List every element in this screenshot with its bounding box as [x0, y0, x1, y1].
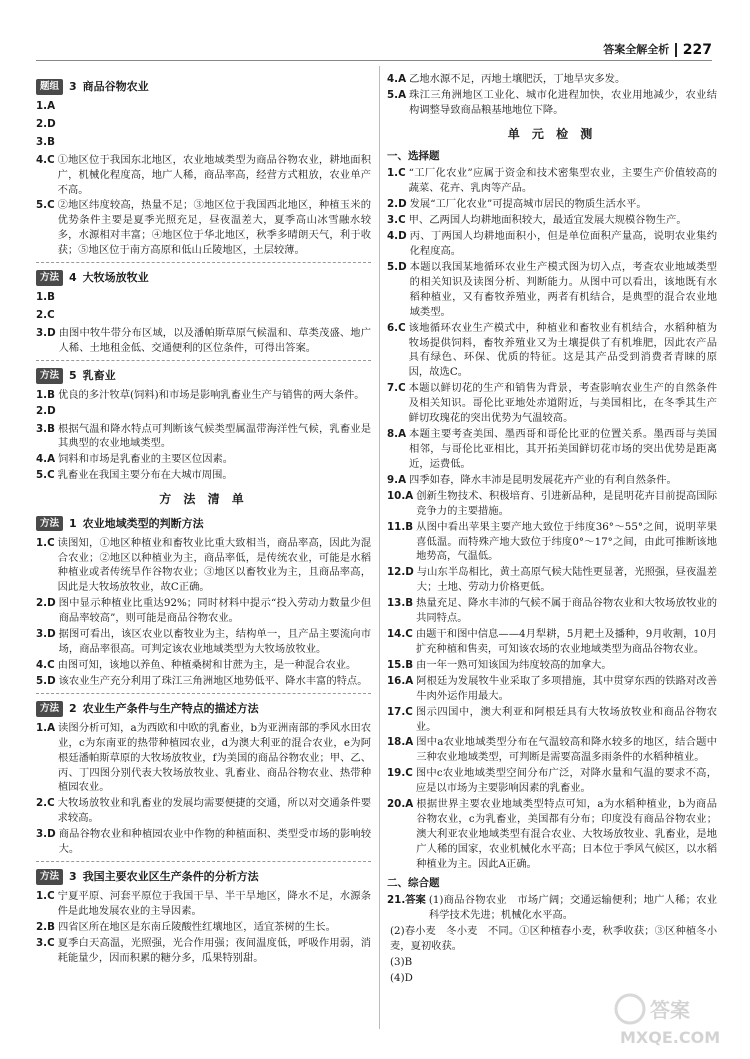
answer-number: 5.A	[387, 88, 407, 101]
answer-item	[387, 971, 717, 986]
answer-text: 图中c农业地域类型空间分布广泛，对降水量和气温的要求不高，应是以市场为主要影响因素的乳畜业。	[415, 767, 717, 795]
section-rule	[36, 693, 371, 694]
answer-item	[387, 658, 717, 673]
answer-text: 饲料和市场是乳畜业的主要区位因素。	[58, 453, 234, 466]
answer-number: 17.C	[387, 705, 413, 718]
right-column	[387, 72, 717, 987]
answer-item	[36, 117, 371, 132]
answer-text: (3)B	[390, 955, 413, 968]
answer-number: 1.C	[36, 889, 55, 902]
answer-number: 13.B	[387, 597, 414, 610]
answer-number: 20.A	[387, 798, 414, 811]
answer-item	[36, 468, 371, 483]
answer-text: 珠江三角洲地区工业化、城市化进程加快，农业用地减少，农业结构调整导致商品粮基地地位下降。	[409, 88, 717, 116]
answer-item	[36, 920, 371, 935]
answer-number: 16.A	[387, 674, 414, 687]
answer-text: 该地循环农业生产模式中，种植业和畜牧业有机结合，水稻种植为牧场提供饲料，畜牧养殖业又为土壤提供了有机堆肥，因此农产品具有绿色、环保、优质的特征。这是其产品受到消费者青睐的原因，故选C。	[408, 321, 717, 379]
answer-text	[58, 99, 371, 114]
answer-item	[387, 705, 717, 735]
answer-text: 创新生物技术、积极培育、引进新品种，是昆明花卉目前提高国际竞争力的主要措施。	[416, 489, 717, 517]
section-title: 我国主要农业区生产条件的分析方法	[82, 870, 259, 884]
answer-text: 夏季白天高温，光照强，光合作用强；夜间温度低，呼吸作用弱，消耗能量少，因而积累的糖分多，瓜果特别甜。	[57, 936, 371, 964]
answer-item	[36, 422, 371, 452]
answer-text: 阿根廷为发展牧牛业采取了多项措施，其中贯穿东西的铁路对改善牛肉外运作用最大。	[416, 674, 717, 702]
answer-text: (1)商品谷物农业 市场广阔；交通运输便利；地广人稀；农业科学技术先进；机械化水平高。	[428, 894, 717, 921]
answer-item	[387, 427, 717, 472]
section-header	[36, 270, 371, 286]
answer-text	[58, 290, 371, 305]
answer-text: 乳畜业在我国主要分布在大城市周围。	[57, 469, 233, 482]
answer-item	[36, 198, 371, 258]
answer-number: 21.答案	[387, 894, 426, 906]
answer-item	[387, 229, 717, 259]
column-divider	[379, 66, 380, 1029]
section-rule	[36, 360, 371, 361]
answer-number: 4.C	[36, 153, 55, 166]
answer-text: 热量充足、降水丰沛的气候不属于商品谷物农业和大牧场放牧业的共同特点。	[416, 597, 717, 625]
left-column	[36, 72, 371, 967]
section-header	[36, 368, 371, 384]
answer-text: ①地区位于我国东北地区，农业地域类型为商品谷物农业，耕地面积广，机械化程度高，地广人稀，商品率高，经营方式粗放，农业单产不高。	[57, 153, 371, 196]
section-tag: 方法	[36, 516, 63, 532]
answer-number: 4.A	[36, 453, 56, 466]
answer-number: 6.C	[387, 321, 406, 334]
header-title: 答案全解全析	[603, 43, 670, 57]
answer-item	[36, 452, 371, 467]
answer-item	[36, 721, 371, 796]
answer-number: 2.D	[387, 198, 407, 211]
answer-number: 1.C	[36, 536, 55, 549]
section-number: 5	[69, 368, 77, 382]
answer-item	[387, 596, 717, 626]
answer-number: 8.A	[387, 428, 407, 441]
answer-number: 10.A	[387, 489, 414, 502]
answer-number: 5.D	[36, 674, 56, 687]
answer-text: 本题以鲜切花的生产和销售为背景，考查影响农业生产的自然条件及相关知识。哥伦比亚地处赤道附近，与美国相比，在冬季其生产鲜切玫瑰花的突出优势为气温较高。	[408, 382, 717, 425]
section-title: 农业地域类型的判断方法	[82, 516, 204, 530]
answer-item	[36, 827, 371, 857]
answer-item	[387, 88, 717, 118]
answer-text: 商品谷物农业和种植园农业中作物的种植面积、类型受市场的影响较大。	[58, 828, 371, 856]
answer-text: 宁夏平原、河套平原位于我国干旱、半干旱地区，降水不足，水源条件是此地发展农业的主导因素。	[57, 889, 371, 917]
choice-group-title: 一、选择题	[387, 150, 440, 163]
answer-number: 3.C	[36, 936, 55, 949]
section-header	[36, 516, 371, 532]
answer-item	[36, 99, 371, 114]
answer-number: 3.D	[36, 326, 56, 339]
answer-number: 1.A	[36, 99, 56, 112]
answer-text	[59, 117, 371, 132]
answer-item	[387, 321, 717, 381]
unit-test-title: 单 元 检 测	[507, 126, 597, 141]
answer-item	[36, 658, 371, 673]
answer-number: 19.C	[387, 767, 413, 780]
answer-number: 2.C	[36, 797, 55, 810]
section-tag: 方法	[36, 270, 63, 286]
answer-text: 甲、乙两国人均耕地面积较大，最适宜发展大规模谷物生产。	[408, 214, 687, 227]
answer-text: (4)D	[390, 971, 413, 984]
answer-text: 由图中牧牛带分布区域，以及潘帕斯草原气候温和、草类茂盛、地广人稀、土地租金低、交通便利的区位条件，可得出答案。	[58, 326, 371, 354]
answer-number: 2.D	[36, 117, 56, 130]
answer-item	[387, 489, 717, 519]
answer-text: 本题以我国某地循环农业生产模式图为切入点，考查农业地域类型的相关知识及读图分析、判断能力。从图中可以看出，该地既有水稻种植业，又有畜牧养殖业，两者有机结合，是典型的混合农业地域类型。	[409, 260, 717, 318]
answer-item	[387, 520, 717, 565]
section-title: 农业生产条件与生产特点的描述方法	[82, 701, 259, 715]
answer-number: 4.D	[387, 230, 407, 243]
answer-item	[36, 153, 371, 198]
answer-item	[387, 197, 717, 212]
answer-item	[387, 735, 717, 765]
section-number: 3	[69, 80, 77, 93]
section-tag: 方法	[36, 368, 63, 384]
answer-number: 4.C	[36, 658, 55, 671]
answer-item	[387, 565, 717, 595]
answer-text: 读图分析可知，a为西欧和中欧的乳畜业，b为亚洲南部的季风水田农业，c为东南亚的热带种植园农业，d为澳大利亚的混合农业，e为阿根廷潘帕斯草原的大牧场放牧业，f为美国的商品谷物农业；甲、乙、丙、丁四图分别代表大牧场放牧业、乳畜业、商品谷物农业、热带种植园农业。	[58, 721, 371, 794]
answer-item	[36, 674, 371, 689]
answer-text: 乙地水源不足，丙地土壤肥沃，丁地旱灾多发。	[409, 73, 626, 85]
answer-text: 丙、丁两国人均耕地面积小，但是单位面积产量高，说明农业集约化程度高。	[409, 230, 717, 257]
answer-number: 2.B	[36, 920, 55, 933]
answer-number: 1.A	[36, 721, 56, 734]
answer-item	[387, 166, 717, 196]
answer-number: 14.C	[387, 628, 413, 641]
answer-number: 5.C	[36, 199, 55, 212]
answer-number: 3.D	[36, 628, 56, 641]
answer-number: 18.A	[387, 736, 414, 749]
answer-text: 根据气温和降水特点可判断该气候类型属温带海洋性气候，乳畜业是其典型的农业地域类型。	[57, 422, 371, 450]
answer-number: 1.B	[36, 291, 55, 304]
answer-number: 3.B	[36, 422, 55, 435]
answer-text: 由题干和图中信息——4月犁耕，5月耙土及播种，9月收割，10月扩充种植和售卖，可知该农场的农业地域类型为商品谷物农业。	[415, 628, 717, 655]
answer-item	[36, 796, 371, 826]
section-tag: 题组	[36, 79, 63, 95]
answer-item	[36, 388, 371, 403]
answer-number: 15.B	[387, 658, 414, 671]
answer-number: 3.B	[36, 135, 55, 148]
answer-item	[36, 308, 371, 323]
answer-text: 本题主要考查美国、墨西哥和哥伦比亚的位置关系。墨西哥与美国相邻，与哥伦比亚相比，其开拓美国鲜切花市场的突出优势是距离近，运费低。	[409, 428, 717, 470]
section-title: 商品谷物农业	[82, 80, 149, 93]
answer-text: 据图可看出，该区农业以畜牧业为主，结构单一，且产品主要流向市场，商品率很高。可判定该农业地域类型为大牧场放牧业。	[58, 628, 371, 656]
section-number: 3	[69, 870, 77, 884]
answer-text: “工厂化农业”应属于资金和技术密集型农业，主要生产价值较高的蔬菜、花卉、乳肉等产品。	[408, 167, 717, 195]
answer-item	[387, 260, 717, 320]
section-title: 乳畜业	[82, 368, 116, 382]
answer-item	[36, 326, 371, 356]
watermark-logo	[610, 989, 730, 1049]
section-number: 2	[69, 701, 77, 715]
answer-number: 1.B	[36, 388, 55, 401]
answer-text: 该农业生产充分利用了珠江三角洲地区地势低平、降水丰富的特点。	[58, 674, 368, 687]
answer-item	[387, 797, 717, 872]
svg-text:MXQE.COM: MXQE.COM	[620, 1028, 721, 1047]
section-rule	[36, 262, 371, 263]
answer-item	[36, 135, 371, 150]
answer-text: 图示四国中，澳大利亚和阿根廷具有大牧场放牧业和商品谷物农业。	[415, 705, 717, 733]
section-rule	[36, 861, 371, 862]
answer-item	[387, 674, 717, 704]
answer-item	[36, 889, 371, 919]
answer-text: 由图可知，该地以养鱼、种植桑树和甘蔗为主，是一种混合农业。	[57, 658, 357, 671]
answer-item	[387, 955, 717, 970]
answer-text: 四省区所在地区是东南丘陵酸性红壤地区，适宜茶树的生长。	[57, 920, 336, 933]
answer-text: 由一年一熟可知该国为纬度较高的加拿大。	[416, 658, 612, 671]
answer-number: 12.D	[387, 566, 414, 579]
answer-number: 2.D	[36, 597, 56, 610]
answer-number: 11.B	[387, 520, 414, 533]
header-separator	[675, 43, 677, 57]
answer-text: ②地区纬度较高，热量不足；③地区位于我国西北地区，种植玉米的优势条件主要是夏季光照充足，昼夜温差大，夏季高山冰雪融水较多，水源相对丰富；④地区位于华北地区，秋季多晴朗天气，利于收获；⑤地区位于南方高原和低山丘陵地区，土层较薄。	[57, 199, 371, 257]
answer-number: 7.C	[387, 382, 406, 395]
answer-item	[387, 381, 717, 426]
answer-text	[58, 135, 371, 150]
answer-item	[387, 473, 717, 488]
answer-item	[387, 766, 717, 796]
answer-item	[387, 893, 717, 923]
answer-item	[387, 213, 717, 228]
answer-text: 四季如春，降水丰沛是昆明发展花卉产业的有利自然条件。	[409, 473, 677, 486]
section-title: 大牧场放牧业	[82, 271, 149, 285]
answer-item	[387, 924, 717, 954]
section-header	[36, 869, 371, 885]
answer-item	[387, 627, 717, 657]
answer-item	[36, 404, 371, 419]
answer-text: 图中a农业地域类型分布在气温较高和降水较多的地区，结合题中三种农业地域类型，可判断是需要高温多雨条件的水稻种植业。	[416, 736, 717, 764]
answer-number: 5.D	[387, 260, 407, 273]
answer-text: 读图知，①地区种植业和畜牧业比重大致相当，商品率高，因此为混合农业；②地区以种植业为主，商品率低，是传统农业，可能是水稻种植业或者传统旱作谷物农业；③地区以畜牧业为主，且商品率高，因此是大牧场放牧业，故C正确。	[57, 536, 371, 594]
page-header	[603, 40, 712, 60]
answer-number: 5.C	[36, 469, 55, 482]
answer-number: 9.A	[387, 473, 407, 486]
answer-number: 2.D	[36, 404, 56, 417]
comprehensive-group-title: 二、综合题	[387, 876, 440, 889]
section-tag: 方法	[36, 869, 63, 885]
answer-text: 大牧场放牧业和乳畜业的发展均需要便捷的交通，所以对交通条件要求较高。	[57, 797, 371, 825]
answer-text: (2)春小麦 冬小麦 不同。①区种植春小麦，秋季收获；③区种植冬小麦，夏初收获。	[390, 924, 717, 952]
page-number: 227	[682, 42, 712, 58]
answer-number: 2.C	[36, 309, 55, 322]
header-rule	[36, 60, 712, 61]
answer-item	[36, 936, 371, 966]
answer-number: 4.A	[387, 73, 407, 85]
svg-text:答案: 答案	[650, 998, 690, 1022]
section-number: 1	[69, 516, 77, 530]
answer-item	[36, 596, 371, 626]
answer-text: 图中显示种植业比重达92%；同时材料中提示“投入劳动力数量少但商品率较高”，则可能是商品谷物农业。	[58, 597, 371, 625]
answer-text: 发展“工厂化农业”可提高城市居民的物质生活水平。	[409, 198, 647, 211]
section-tag: 方法	[36, 701, 63, 717]
answer-text: 优良的多汁牧草(饲料)和市场是影响乳畜业生产与销售的两大条件。	[57, 388, 365, 401]
answer-text: 从图中看出苹果主要产地大致位于纬度36°～55°之间，说明苹果喜低温。而特殊产地大致位于纬度0°～17°之间，由此可推断该地地势高，气温低。	[416, 520, 717, 563]
answer-text	[59, 404, 371, 419]
answer-item	[36, 536, 371, 596]
answer-item	[387, 72, 717, 87]
section-header	[36, 701, 371, 717]
answer-item	[36, 290, 371, 305]
section-header	[36, 79, 371, 95]
answer-text	[58, 308, 371, 323]
answer-text: 根据世界主要农业地域类型特点可知，a为水稻种植业，b为商品谷物农业，c为乳畜业，美国都有分布；印度没有商品谷物农业；澳大利亚农业地域类型有混合农业、大牧场放牧业、乳畜业，是地广人稀的国家，农业机械化水平高；日本位于季风气候区，以水稻种植业为主。因此A正确。	[416, 798, 717, 870]
methods-list-title: 方 法 清 单	[159, 492, 248, 507]
answer-number: 1.C	[387, 167, 406, 180]
answer-item	[36, 627, 371, 657]
section-number: 4	[69, 271, 77, 285]
answer-number: 3.D	[36, 828, 56, 841]
answer-text: 与山东半岛相比，黄土高原气候大陆性更显著，光照强，昼夜温差大；土地、劳动力价格更低。	[416, 566, 717, 594]
answer-number: 3.C	[387, 214, 406, 227]
